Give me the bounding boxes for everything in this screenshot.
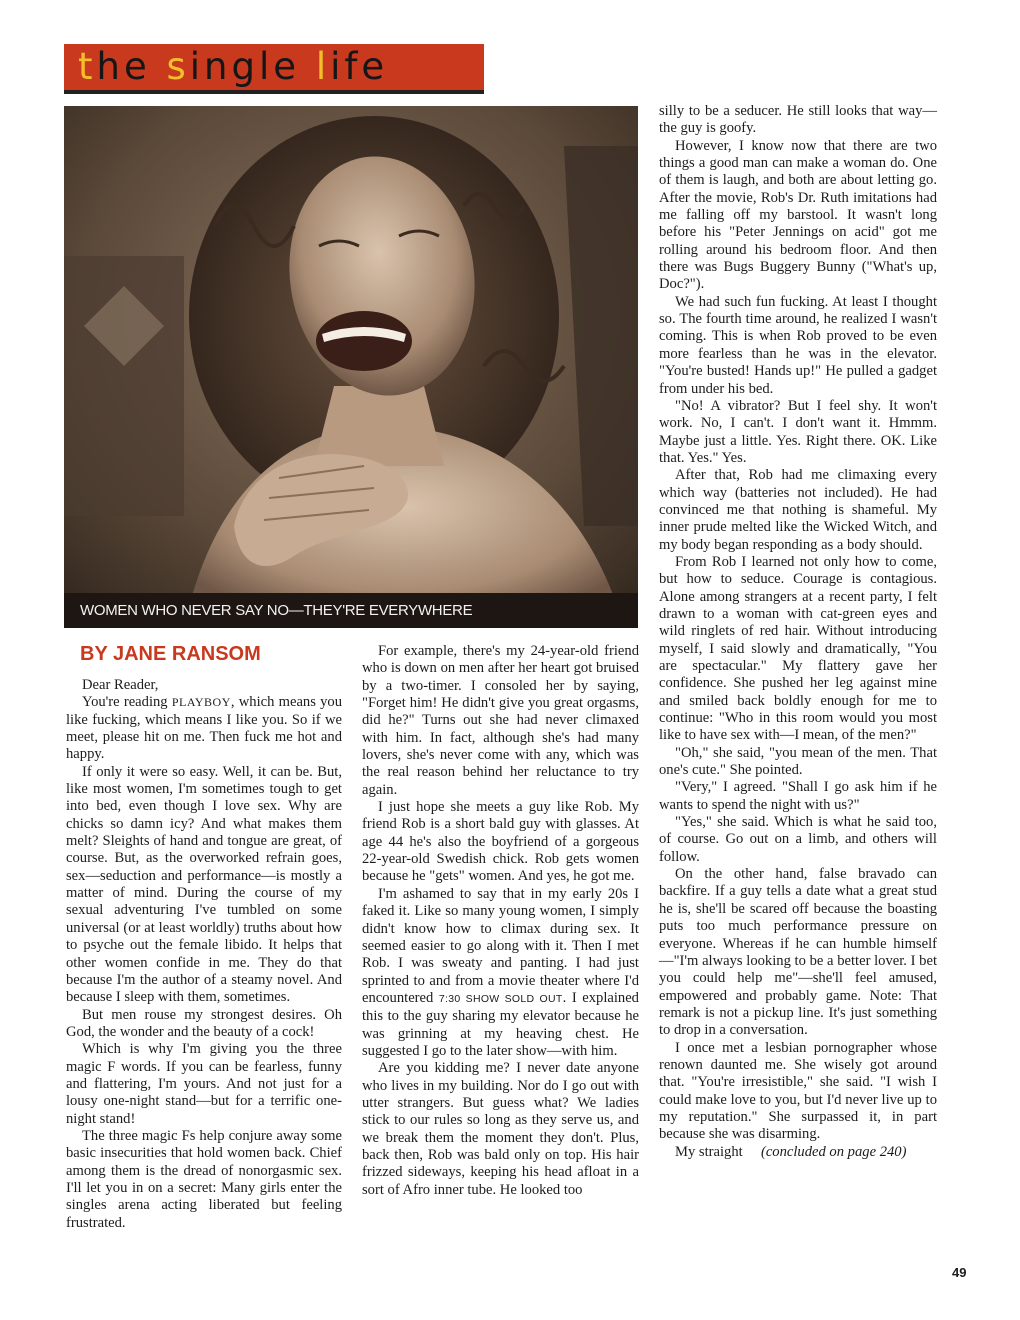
text-column-1: [66, 677, 342, 1232]
title-fragment: ingle: [189, 45, 316, 88]
title-letter-s: s: [166, 45, 190, 88]
page-number: 49: [952, 1265, 967, 1280]
title-fragment: he: [96, 45, 167, 88]
paragraph: "Yes," she said. Which is what he said too, of course. Go out on a limb, and others will follow.: [659, 814, 937, 865]
section-banner: [64, 44, 484, 94]
paragraph: [66, 694, 342, 763]
paragraph-text: You're reading: [82, 694, 172, 711]
paragraph: We had such fun fucking. At least I thought so. The fourth time around, he realized I wasn't coming. This is when Rob proved to be even more fearless than he was in the elevator. "You're busted! Hands up!" He pulled a gadget from under his bed.: [659, 293, 937, 397]
section-title: [78, 46, 388, 88]
paragraph: I just hope she meets a guy like Rob. My friend Rob is a short bald guy with glasses. At age 44 he's also the boyfriend of a gorgeous 22-year-old Swedish chick. Rob gets women because he "gets" women. And yes, he got me.: [362, 799, 639, 885]
author-byline: BY JANE RANSOM: [80, 643, 261, 665]
continued-note: (concluded on page 240): [760, 1143, 907, 1160]
paragraph: "Very," I agreed. "Shall I go ask him if he wants to spend the night with us?": [659, 779, 937, 813]
paragraph: For example, there's my 24-year-old friend who is down on men after her heart got bruised by a two-timer. I consoled her by saying, "Forget him! He didn't give you great orgasms, did he?" Turns out she had never climaxed with him. In fact, although she's had many lovers, she's never come with any, which was the real reason behind her reluctance to try again.: [362, 643, 639, 798]
paragraph: The three magic Fs help conjure away some basic insecurities that hold women back. Chief among them is the dread of nonorgasmic sex. I'll let you in on a secret: Many girls enter the singles arena acting liberated but feeling frustrated.: [66, 1127, 342, 1231]
text-column-2: [362, 643, 639, 1199]
paragraph-text: I'm ashamed to say that in my early 20s I faked it. Like so many young women, I simply didn't know how to climax during sex. It seemed easier to go along with it. Then I met Rob. I was sweaty and panting. I had just sprinted to and from a movie theater where I'd encountered: [362, 885, 639, 1006]
paragraph: [362, 886, 639, 1060]
magazine-name: PLAYBOY: [171, 695, 231, 710]
paragraph: "No! A vibrator? But I feel shy. It won't work. No, I can't. I don't want it. Hmmm. Maybe just a little. Yes. Right there. OK. Like that. Yes." Yes.: [659, 397, 937, 466]
closing-line: [659, 1144, 937, 1161]
text-column-3: [659, 103, 937, 1161]
salutation: Dear Reader,: [82, 677, 159, 693]
paragraph: Which is why I'm giving you the three magic F words. If you can be fearless, funny and flattering, I'm yours. And not just for a lousy one-night stand—but for a terrific one-night stand!: [66, 1041, 342, 1127]
title-fragment: ife: [330, 45, 389, 88]
paragraph: silly to be a seducer. He still looks that way—the guy is goofy.: [659, 103, 937, 137]
paragraph: If only it were so easy. Well, it can be. But, like most women, I'm sometimes tough to get into bed, even though I love sex. Why are chicks so damn icy? And what makes them melt? Sleights of hand and tongue are great, of course. But, as the overworked refrain goes, sex—seduction and performance—is mostly a matter of mind. During the course of my sexual adventuring I've tumbled on some universal (or at least worldly) truths about how to psyche out the female libido. It helps that other women confide in me. They do that because I'm the author of a steamy novel. And because I sleep with them, sometimes.: [66, 763, 342, 1006]
title-letter-l: l: [315, 45, 331, 88]
feature-photo: [64, 106, 638, 628]
paragraph: But men rouse my strongest desires. Oh God, the wonder and the beauty of a cock!: [66, 1006, 342, 1040]
paragraph: On the other hand, false bravado can backfire. If a guy tells a date what a great stud he is, she'll be scared off because the boasting puts too much performance pressure on everyone. Whereas if he can humble himself—"I'm always looking to be a better lover. I bet you could help me"—she'll feel amused, empowered and probably game. Note: That remark is not a pickup line. It's just something to drop in a conversation.: [659, 866, 937, 1039]
paragraph: However, I know now that there are two things a good man can make a woman do. One of them is laugh, and both are about letting go. After the movie, Rob's Dr. Ruth imitations had me falling off my barstool. It wasn't long before his "Peter Jennings on acid" got me rolling around his bedroom floor. And then there was Bugs Buggery Bunny ("What's up, Doc?").: [659, 137, 937, 293]
paragraph: I once met a lesbian pornographer whose renown daunted me. She wisely got around that. "You're irresistible," she said. "I wish I could make love to you, but I'd never live up to my reputation." She surpassed it, in part because she was disarming.: [659, 1039, 937, 1143]
photo-caption-bar: [64, 593, 638, 628]
photo-caption: WOMEN WHO NEVER SAY NO—THEY'RE EVERYWHERE: [80, 602, 473, 619]
paragraph-text: . I explained this to the guy sharing my elevator because he was grinning at my heaving chest. He suggested I go to the later show—with him.: [362, 989, 639, 1059]
closing-text: My straight: [675, 1143, 743, 1160]
paragraph-text: , which means you like fucking, which means I like you. So if we meet, please hit on me. Then fuck me hot and happy.: [66, 694, 342, 763]
paragraph: Are you kidding me? I never date anyone who lives in my building. Nor do I go out with utter strangers. But guess what? We ladies stick to our rules so long as they serve us, and we break them the moment they don't. Plus, back then, Rob was bald only on top. His hair frizzed sideways, keeping his head afloat in a sort of Afro inner tube. He looked too: [362, 1060, 639, 1198]
paragraph: "Oh," she said, "you mean of the men. That one's cute." She pointed.: [659, 744, 937, 779]
paragraph: From Rob I learned not only how to come, but how to seduce. Courage is contagious. Alone among strangers at a recent party, I felt drawn to a woman with cat-green eyes and wild ringlets of red hair. Without introducing myself, I said slowly and dramatically, "You are spectacular." My flattery gave her confidence. She pushed her leg against mine and smiled back boldly enough for me to continue: "Who in this room would you most like to have sex with—I mean, of the men?": [659, 553, 937, 744]
paragraph: After that, Rob had me climaxing every which way (batteries not included). He had convinced me that nothing is shameful. My inner prude melted like the Wicked Witch, and my body began responding as a body should.: [659, 467, 937, 553]
title-letter-t: t: [78, 45, 97, 88]
photo-illustration: [64, 106, 638, 628]
sold-out-sign: 7:30 SHOW SOLD OUT: [438, 992, 563, 1005]
